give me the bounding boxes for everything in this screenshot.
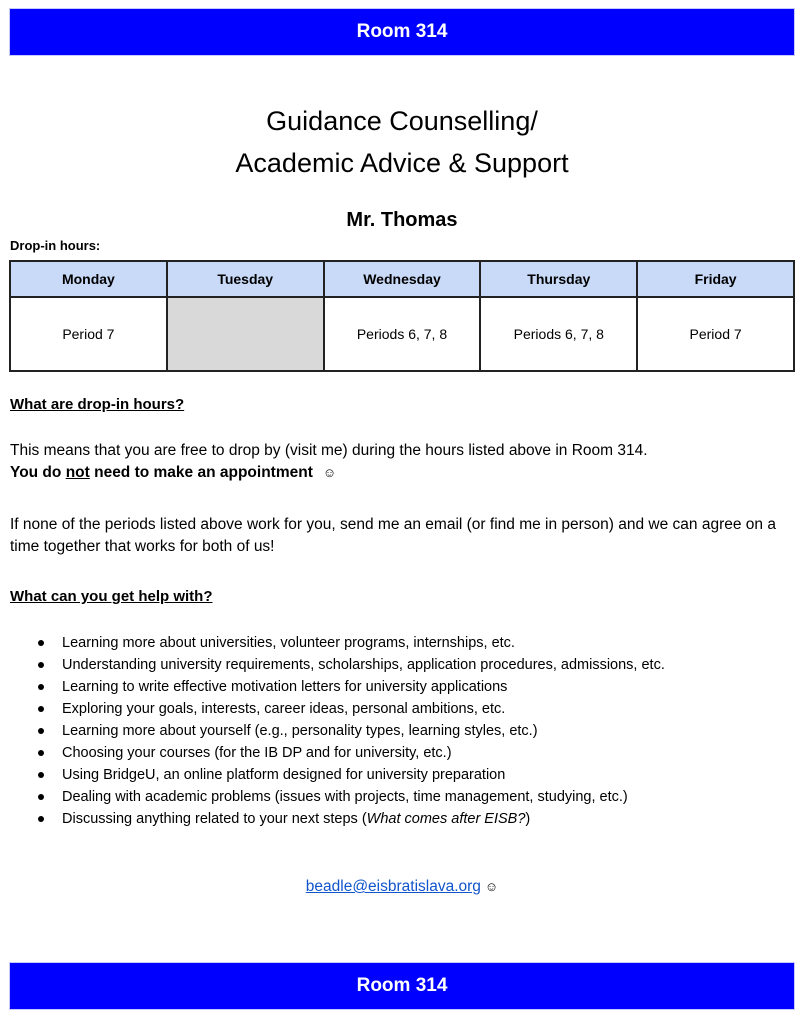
- list-item: Learning more about yourself (e.g., personality types, learning styles, etc.): [62, 720, 665, 742]
- header-monday: Monday: [10, 261, 167, 297]
- dropin-explanation-text: This means that you are free to drop by (visit me) during the hours listed above in Room 314.: [10, 442, 648, 459]
- help-topics-list: [10, 632, 665, 830]
- table-header-row: [10, 261, 794, 297]
- contact-line: [0, 878, 804, 896]
- list-item: Dealing with academic problems (issues with projects, time management, studying, etc.): [62, 786, 665, 808]
- last-item-post: ): [525, 811, 531, 827]
- alternative-time-text: If none of the periods listed above work for you, send me an email (or find me in person) and we can agree on a time together that works for both of us!: [10, 516, 776, 555]
- counsellor-name: Mr. Thomas: [346, 209, 458, 231]
- table-row: [10, 297, 794, 371]
- header-friday: Friday: [637, 261, 794, 297]
- dropin-hours-table: [9, 260, 795, 372]
- cell-thursday: Periods 6, 7, 8: [480, 297, 637, 371]
- last-item-pre: Discussing anything related to your next steps (: [62, 811, 367, 827]
- no-appointment-not: not: [65, 464, 90, 481]
- no-appointment-post: need to make an appointment: [89, 464, 313, 481]
- header-tuesday: Tuesday: [167, 261, 324, 297]
- page-title: [0, 100, 804, 184]
- list-item: Choosing your courses (for the IB DP and for university, etc.): [62, 742, 665, 764]
- dropin-explanation: [10, 440, 794, 484]
- no-appointment-pre: You do: [10, 464, 66, 481]
- header-thursday: Thursday: [480, 261, 637, 297]
- list-item: [62, 808, 665, 830]
- smiley-icon: ☺: [322, 465, 337, 480]
- room-banner-bottom: [9, 962, 795, 1010]
- cell-friday: Period 7: [637, 297, 794, 371]
- dropin-hours-label: Drop-in hours:: [10, 238, 101, 253]
- page-title-line2: Academic Advice & Support: [235, 148, 569, 178]
- section-heading-help: What can you get help with?: [10, 588, 213, 605]
- no-appointment-note: [10, 462, 794, 484]
- list-item: Understanding university requirements, scholarships, application procedures, admissions, etc.: [62, 654, 665, 676]
- cell-tuesday: [167, 297, 324, 371]
- header-wednesday: Wednesday: [324, 261, 481, 297]
- list-item: Learning to write effective motivation letters for university applications: [62, 676, 665, 698]
- smiley-icon: ☺: [484, 879, 499, 894]
- page-title-line1: Guidance Counselling/: [266, 106, 538, 136]
- list-item: Using BridgeU, an online platform designed for university preparation: [62, 764, 665, 786]
- room-banner-top: [9, 8, 795, 56]
- cell-monday: Period 7: [10, 297, 167, 371]
- cell-wednesday: Periods 6, 7, 8: [324, 297, 481, 371]
- email-link[interactable]: beadle@eisbratislava.org: [305, 878, 481, 895]
- section-heading-dropin: What are drop-in hours?: [10, 396, 185, 413]
- last-item-italic: What comes after EISB?: [366, 811, 526, 827]
- room-banner-top-text: Room 314: [356, 21, 448, 42]
- list-item: Exploring your goals, interests, career ideas, personal ambitions, etc.: [62, 698, 665, 720]
- list-item: Learning more about universities, volunteer programs, internships, etc.: [62, 632, 665, 654]
- room-banner-bottom-text: Room 314: [356, 975, 448, 996]
